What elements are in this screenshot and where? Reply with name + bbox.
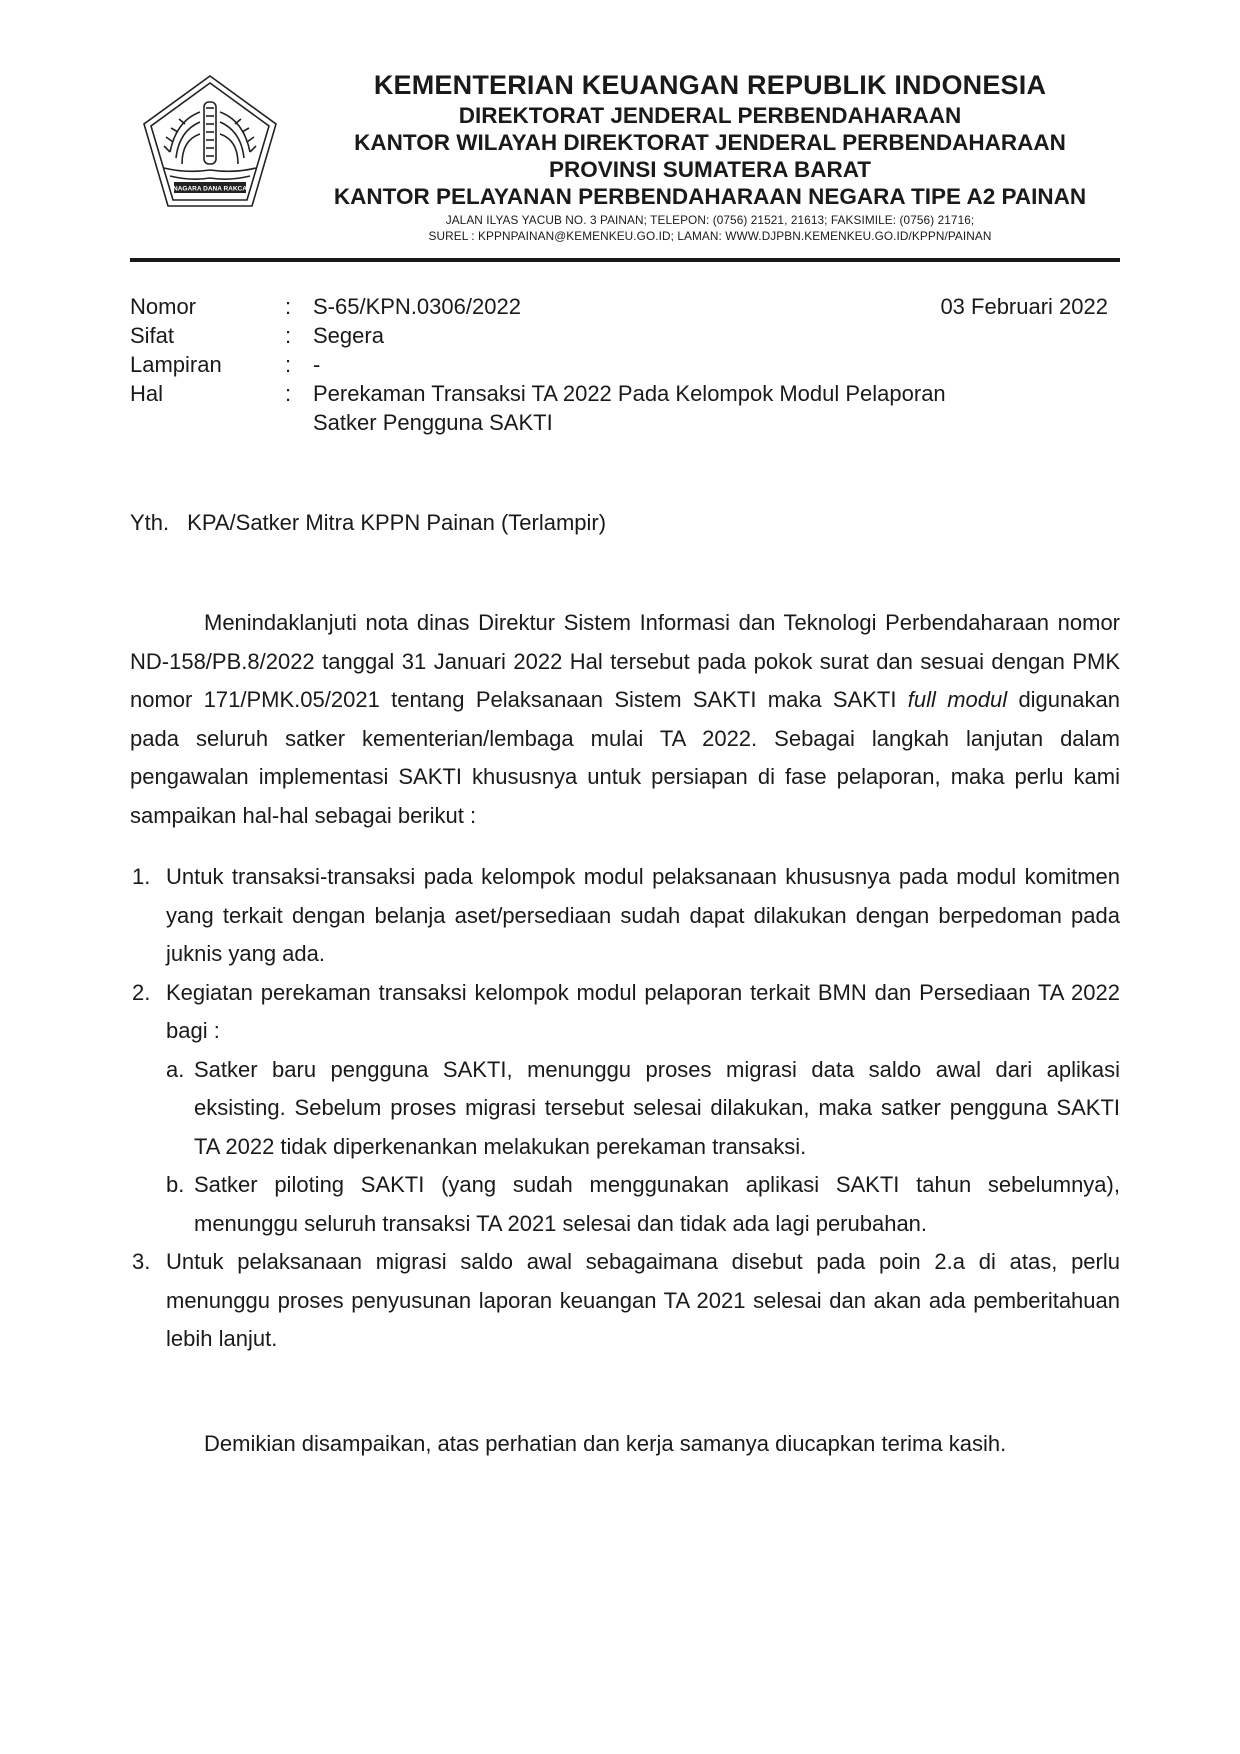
province-name: PROVINSI SUMATERA BARAT	[548, 157, 872, 182]
sub-list-item	[166, 1051, 1120, 1167]
directorate-name: DIREKTORAT JENDERAL PERBENDAHARAAN	[458, 103, 962, 128]
sifat-value: Segera	[313, 323, 384, 348]
letterhead-divider	[130, 258, 1120, 262]
logo-ribbon-text: NAGARA DANA RAKCA	[173, 185, 247, 193]
sifat-label: Sifat	[130, 323, 175, 348]
regional-office-name: KANTOR WILAYAH DIREKTORAT JENDERAL PERBENDAHARAAN	[354, 130, 1066, 155]
list-number: 2.	[132, 979, 151, 1005]
sub-list-item	[166, 1166, 1120, 1243]
ministry-name: KEMENTERIAN KEUANGAN REPUBLIK INDONESIA	[373, 70, 1047, 100]
office-name: KANTOR PELAYANAN PERBENDAHARAAN NEGARA TIPE A2 PAINAN	[333, 184, 1087, 209]
hal-row	[130, 379, 1120, 437]
colon: :	[285, 381, 292, 406]
list-item	[130, 858, 1120, 974]
closing-paragraph: Demikian disampaikan, atas perhatian dan kerja samanya diucapkan terima kasih.	[204, 1431, 1007, 1456]
opening-paragraph	[130, 604, 1120, 835]
sub-list-text: Satker piloting SAKTI (yang sudah menggunakan aplikasi SAKTI tahun sebelumnya), menunggu seluruh transaksi TA 2021 selesai dan tidak ada lagi perubahan.	[194, 1172, 1120, 1236]
office-address: JALAN ILYAS YACUB NO. 3 PAINAN; TELEPON: (0756) 21521, 21613; FAKSIMILE: (0756) 21716;	[445, 213, 975, 227]
opening-text-2: digunakan pada seluruh satker kementerian/lembaga mulai TA 2022. Sebagai langkah lanjutan dalam pengawalan implementasi SAKTI khususnya untuk persiapan di fase pelaporan, maka perlu kami sampaikan hal-hal sebagai berikut :	[130, 687, 1120, 828]
recipient-name: KPA/Satker Mitra KPPN Painan (Terlampir)	[187, 510, 607, 535]
lampiran-row	[130, 350, 1120, 379]
nomor-label: Nomor	[130, 294, 197, 319]
sifat-row	[130, 321, 1120, 350]
recipient-prefix: Yth.	[130, 510, 170, 535]
letter-meta	[130, 292, 1120, 437]
letter-date: 03 Februari 2022	[940, 294, 1108, 319]
colon: :	[285, 323, 292, 348]
nomor-value: S-65/KPN.0306/2022	[313, 294, 521, 319]
list-item	[130, 974, 1120, 1051]
office-contact: SUREL : KPPNPAINAN@KEMENKEU.GO.ID; LAMAN: WWW.DJPBN.KEMENKEU.GO.ID/KPPN/PAINAN	[428, 229, 992, 243]
list-number: 3.	[132, 1249, 151, 1274]
colon: :	[285, 352, 292, 377]
kemenkeu-emblem-icon	[140, 72, 280, 212]
sub-list-letter: a.	[166, 1056, 185, 1082]
letterhead	[300, 68, 1120, 244]
opening-italic: full modul	[907, 687, 1008, 712]
list-text: Kegiatan perekaman transaksi kelompok modul pelaporan terkait BMN dan Persediaan TA 2022 bagi :	[166, 979, 1120, 1043]
nomor-row	[130, 292, 1120, 321]
list-text: Untuk pelaksanaan migrasi saldo awal sebagaimana disebut pada poin 2.a di atas, perlu menunggu proses penyusunan laporan keuangan TA 2021 selesai dan akan ada pemberitahuan lebih lanjut.	[166, 1249, 1120, 1351]
opening-text-1: Menindaklanjuti nota dinas Direktur Sistem Informasi dan Teknologi Perbendaharaan nomor ND-158/PB.8/2022 tanggal 31 Januari 2022 Hal tersebut pada pokok surat dan sesuai dengan PMK nomor 171/PMK.05/2021 tentang Pelaksanaan Sistem SAKTI maka SAKTI	[130, 610, 1120, 712]
lampiran-label: Lampiran	[130, 352, 222, 377]
points-list	[130, 858, 1120, 1359]
colon: :	[285, 294, 292, 319]
recipient	[130, 508, 606, 538]
list-number: 1.	[132, 864, 151, 889]
list-item	[130, 1243, 1120, 1359]
sub-list-letter: b.	[166, 1172, 185, 1197]
sub-list-text: Satker baru pengguna SAKTI, menunggu proses migrasi data saldo awal dari aplikasi eksisting. Sebelum proses migrasi tersebut selesai dilakukan, maka satker pengguna SAKTI TA 2022 tidak diperkenankan melakukan perekaman transaksi.	[194, 1056, 1120, 1159]
hal-value: Perekaman Transaksi TA 2022 Pada Kelompok Modul Pelaporan Satker Pengguna SAKTI	[313, 381, 946, 435]
list-text: Untuk transaksi-transaksi pada kelompok modul pelaksanaan khususnya pada modul komitmen yang terkait dengan belanja aset/persediaan sudah dapat dilakukan dengan berpedoman pada juknis yang ada.	[166, 864, 1120, 966]
lampiran-value: -	[313, 352, 321, 377]
hal-label: Hal	[130, 381, 164, 406]
